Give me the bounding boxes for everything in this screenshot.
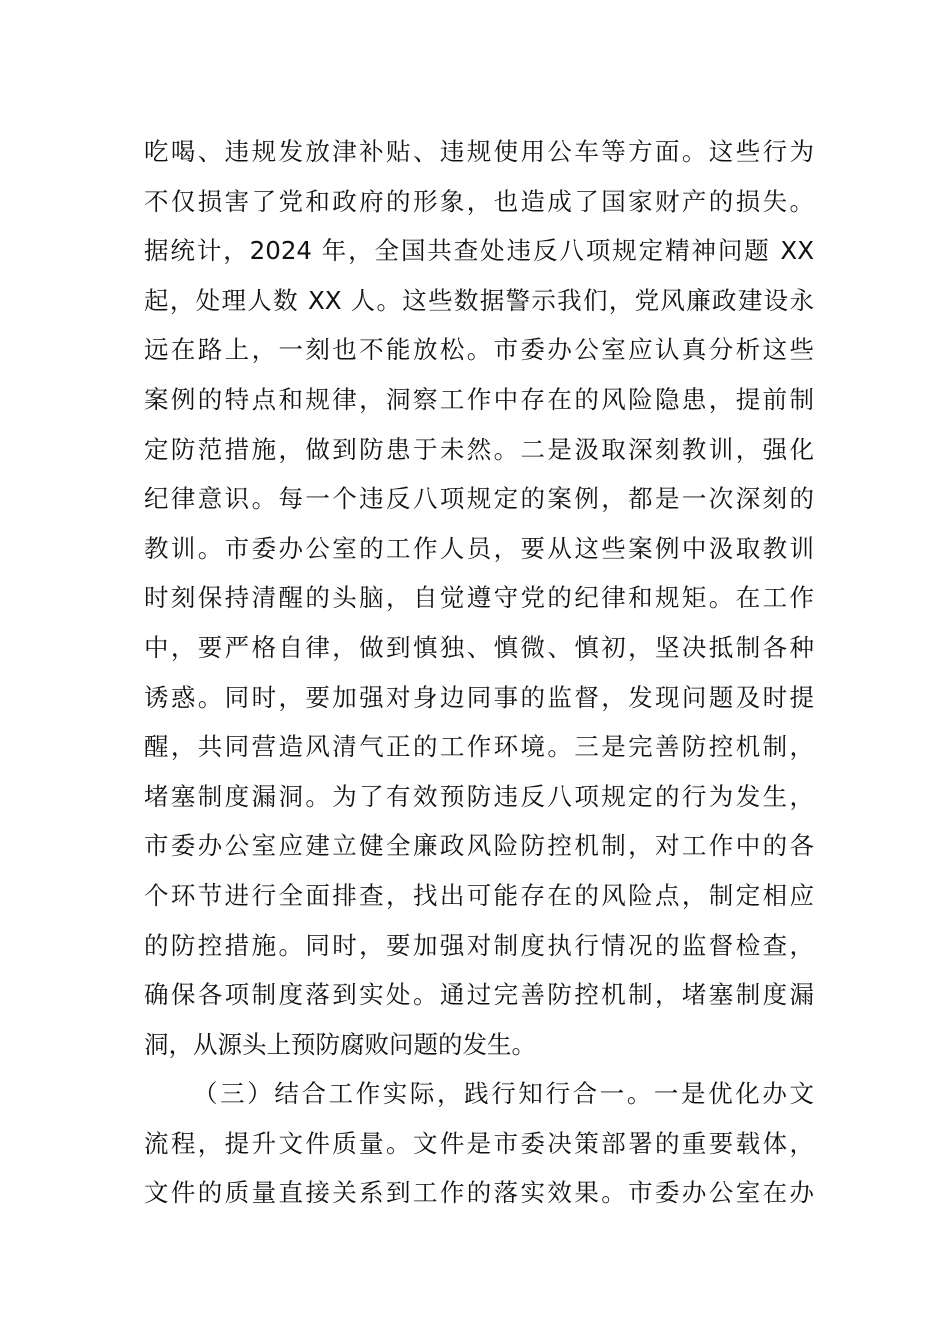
text-line: 的防控措施。同时，要加强对制度执行情况的监督检查，	[144, 930, 814, 960]
text-line: 教训。市委办公室的工作人员，要从这些案例中汲取教训	[144, 533, 814, 563]
text-line: 确保各项制度落到实处。通过完善防控机制，堵塞制度漏	[144, 980, 814, 1010]
text-line: 醒，共同营造风清气正的工作环境。三是完善防控机制，	[144, 732, 814, 762]
text-line: 流程，提升文件质量。文件是市委决策部署的重要载体，	[144, 1128, 814, 1158]
text-line: 据统计，2024 年，全国共查处违反八项规定精神问题 XX	[144, 236, 814, 266]
section-heading-line: （三）结合工作实际，践行知行合一。一是优化办文	[193, 1079, 814, 1109]
text-line: 不仅损害了党和政府的形象，也造成了国家财产的损失。	[144, 186, 814, 216]
text-line: 纪律意识。每一个违反八项规定的案例，都是一次深刻的	[144, 484, 814, 514]
text-line: 个环节进行全面排查，找出可能存在的风险点，制定相应	[144, 880, 814, 910]
text-line: 起，处理人数 XX 人。这些数据警示我们，党风廉政建设永	[144, 285, 814, 315]
text-line: 吃喝、违规发放津补贴、违规使用公车等方面。这些行为	[144, 137, 814, 166]
text-line: 案例的特点和规律，洞察工作中存在的风险隐患，提前制	[144, 384, 814, 414]
paragraph-last-line: 洞，从源头上预防腐败问题的发生。	[144, 1029, 536, 1059]
text-line: 中，要严格自律，做到慎独、慎微、慎初，坚决抵制各种	[144, 632, 814, 662]
text-line: 堵塞制度漏洞。为了有效预防违反八项规定的行为发生，	[144, 781, 814, 811]
body-text	[144, 127, 814, 1218]
text-line: 定防范措施，做到防患于未然。二是汲取深刻教训，强化	[144, 434, 814, 464]
text-line: 远在路上，一刻也不能放松。市委办公室应认真分析这些	[144, 335, 814, 365]
text-line: 时刻保持清醒的头脑，自觉遵守党的纪律和规矩。在工作	[144, 583, 814, 613]
text-line: 文件的质量直接关系到工作的落实效果。市委办公室在办	[144, 1178, 814, 1208]
text-line: 诱惑。同时，要加强对身边同事的监督，发现问题及时提	[144, 682, 814, 712]
text-line: 市委办公室应建立健全廉政风险防控机制，对工作中的各	[144, 831, 814, 861]
